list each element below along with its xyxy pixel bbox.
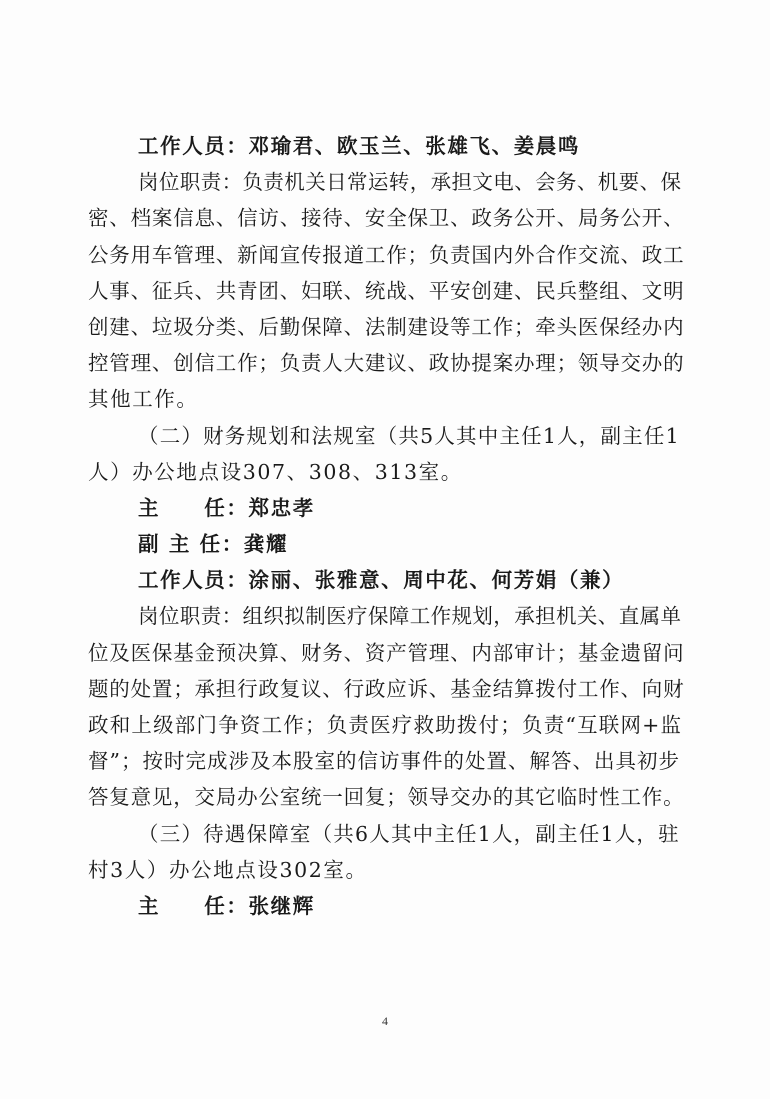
text-line: 督”；按时完成涉及本股室的信访事件的处置、解答、出具初步 (88, 749, 680, 774)
text-line: 公务用车管理、新闻宣传报道工作；负责国内外合作交流、政工 (88, 242, 685, 267)
text-line: 村3人）办公地点设302室。 (88, 857, 368, 882)
text-line: 控管理、创信工作；负责人大建议、政协提案办理；领导交办的 (88, 351, 685, 376)
text-line: 政和上级部门争资工作；负责医疗救助拨付；负责“互联网+监 (88, 713, 683, 737)
text-line: 题的处置；承担行政复议、行政应诉、基金结算拨付工作、向财 (88, 676, 685, 701)
text-line: 答复意见，交局办公室统一回复；领导交办的其它临时性工作。 (88, 785, 685, 810)
text-line: 人事、征兵、共青团、妇联、统战、平安创建、民兵整组、文明 (88, 278, 685, 303)
page-number: 4 (382, 1014, 388, 1028)
text-line: 人）办公地点设307、308、313室。 (88, 459, 463, 484)
text-line: 工作人员：涂丽、张雅意、周中花、何芳娟（兼） (138, 568, 625, 593)
text-line: 主 任：郑忠孝 (138, 495, 315, 520)
text-line: 创建、垃圾分类、后勤保障、法制建设等工作；牵头医保经办内 (88, 314, 685, 339)
text-line: 岗位职责：负责机关日常运转，承担文电、会务、机要、保 (138, 170, 682, 195)
text-line: 副 主 任：龚耀 (138, 532, 289, 557)
text-line: 位及医保基金预决算、财务、资产管理、内部审计；基金遗留问 (88, 640, 685, 665)
text-line: 工作人员：邓瑜君、欧玉兰、张雄飞、姜晨鸣 (138, 134, 580, 158)
text-line: （三）待遇保障室（共6人其中主任1人，副主任1人，驻 (138, 821, 680, 846)
text-line: 密、档案信息、信访、接待、安全保卫、政务公开、局务公开、 (88, 206, 685, 231)
text-line: （二）财务规划和法规室（共5人其中主任1人，副主任1 (138, 423, 680, 448)
text-line: 岗位职责：组织拟制医疗保障工作规划，承担机关、直属单 (138, 604, 682, 629)
text-line: 主 任：张继辉 (138, 893, 315, 918)
text-line: 其他工作。 (88, 387, 199, 412)
document-body (88, 128, 684, 924)
